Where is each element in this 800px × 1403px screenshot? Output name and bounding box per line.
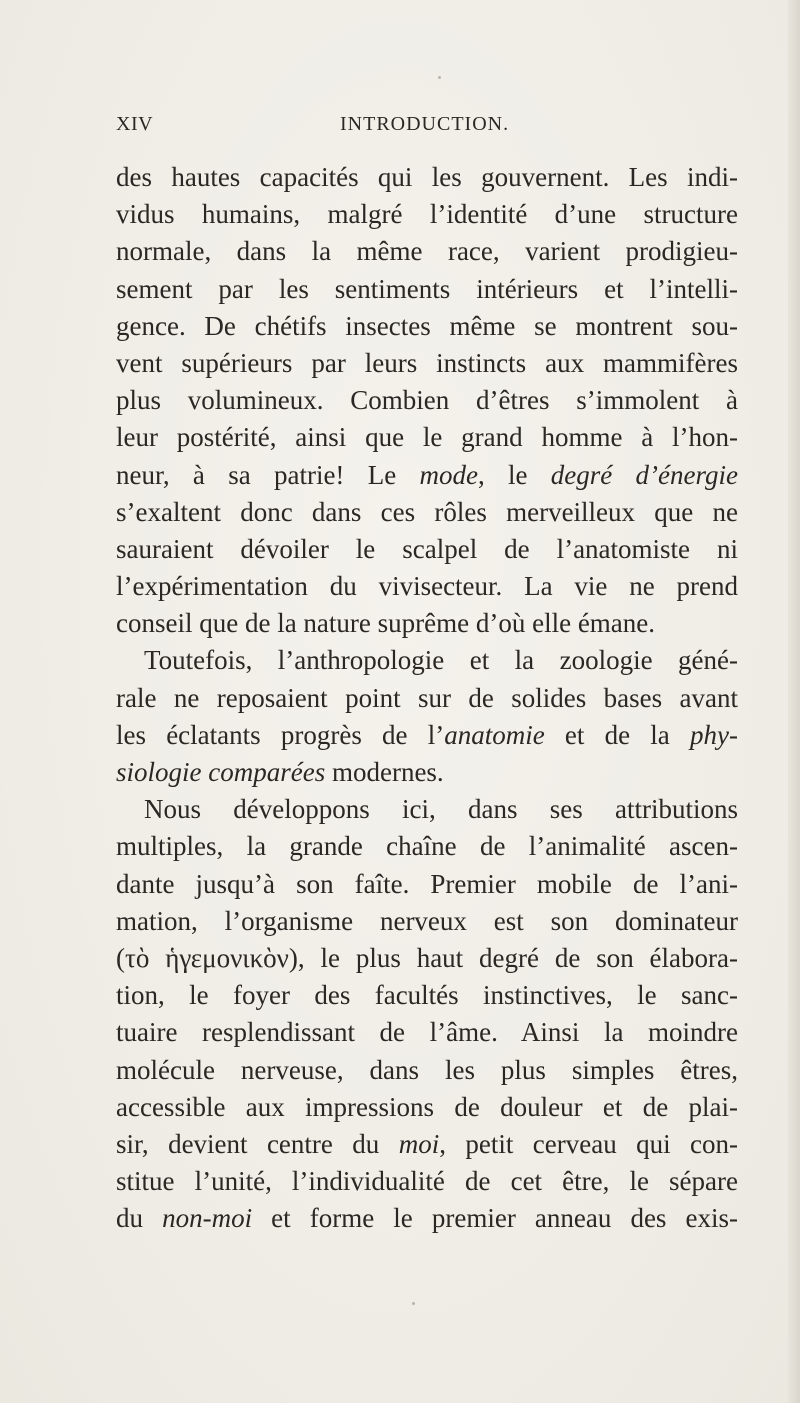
text-line: Toutefois, l’anthropologie et la zoologie géné- [144, 645, 738, 676]
running-head [116, 113, 720, 139]
text-line: normale, dans la même race, varient prodigieu- [116, 236, 738, 267]
text-line: tuaire resplendissant de l’âme. Ainsi la moindre [116, 1017, 738, 1048]
italic-term: siologie comparées [116, 757, 326, 787]
text-line: Nous développons ici, dans ses attributions [144, 794, 738, 825]
text-line: leur postérité, ainsi que le grand homme à l’hon- [116, 422, 738, 453]
text-line: s’exaltent donc dans ces rôles merveilleux que ne [116, 496, 738, 527]
italic-term: phy- [690, 719, 738, 750]
text-line: sauraient dévoiler le scalpel de l’anatomiste ni [116, 533, 738, 564]
text-line: multiples, la grande chaîne de l’animalité ascen- [116, 831, 738, 862]
text-line: tion, le foyer des facultés instinctives, le sanc- [116, 980, 738, 1011]
italic-term: mode [419, 459, 478, 490]
text-line: siologie comparées modernes. [116, 757, 444, 787]
body-text [116, 159, 738, 1237]
text-line: neur, à sa patrie! Le mode, le degré d’énergie [116, 459, 738, 490]
paper-speck [412, 1302, 415, 1305]
text-line: des hautes capacités qui les gouvernent. Les indi- [116, 162, 738, 192]
paper-speck [438, 76, 441, 79]
text-line: dante jusqu’à son faîte. Premier mobile de l’ani- [116, 868, 738, 899]
text-line: mation, l’organisme nerveux est son dominateur [116, 905, 738, 936]
text-line: sir, devient centre du moi, petit cerveau qui con- [116, 1128, 738, 1159]
text-line: molécule nerveuse, dans les plus simples êtres, [116, 1054, 738, 1085]
text-line: sement par les sentiments intérieurs et l’intelli- [116, 273, 738, 304]
page-edge [788, 0, 800, 1403]
italic-term: degré d’énergie [550, 459, 738, 490]
text-line: l’expérimentation du vivisecteur. La vie ne prend [116, 571, 738, 602]
text-line: rale ne reposaient point sur de solides bases avant [116, 682, 738, 713]
text-line: accessible aux impressions de douleur et de plai- [116, 1091, 738, 1122]
italic-term: non-moi [162, 1203, 253, 1234]
text-line: conseil que de la nature suprême d’où elle émane. [116, 608, 656, 639]
italic-term: moi [398, 1128, 440, 1159]
text-line: les éclatants progrès de l’anatomie et de la phy- [116, 719, 738, 750]
page-number: XIV [116, 113, 154, 135]
text-line: du non-moi et forme le premier anneau des exis- [116, 1203, 738, 1234]
text-line: stitue l’unité, l’individualité de cet être, le sépare [116, 1166, 738, 1197]
running-title: INTRODUCTION. [340, 113, 510, 135]
text-line: gence. De chétifs insectes même se montrent sou- [116, 310, 738, 341]
text-line: vent supérieurs par leurs instincts aux mammifères [116, 347, 738, 378]
text-line: vidus humains, malgré l’identité d’une structure [116, 199, 738, 230]
italic-term: anatomie [444, 719, 545, 750]
text-line: plus volumineux. Combien d’êtres s’immolent à [116, 385, 738, 416]
text-line: (τὸ ἡγεμονικὸν), le plus haut degré de son élabora- [116, 942, 738, 973]
